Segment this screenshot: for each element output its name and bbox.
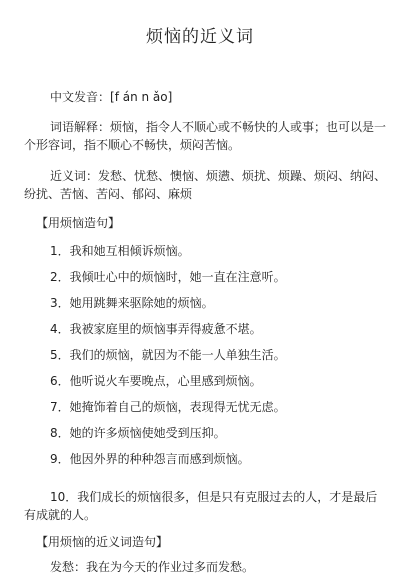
- sentence-10-line-2: 有成就的人。: [24, 508, 97, 522]
- sentence-number: 3: [50, 296, 58, 310]
- sentence-10-line-1: [50, 488, 377, 505]
- sentence-item: [50, 372, 262, 389]
- sentence-item: [50, 398, 286, 415]
- sentence-number: 10: [50, 490, 66, 504]
- sentence-text: ．我和她互相倾诉烦恼。: [57, 244, 190, 258]
- synonyms-line-1: 近义词：发愁、忧愁、懊恼、烦懑、烦扰、烦躁、烦闷、纳闷、: [50, 169, 387, 183]
- sentence-number: 1: [50, 244, 58, 258]
- sentence-text: ．他因外界的种种怨言而感到烦恼。: [57, 452, 250, 466]
- synonyms-line-2: 纷扰、苦恼、苦闷、郁闷、麻烦: [24, 187, 193, 201]
- sentence-number: 7: [50, 400, 58, 414]
- sentence-item: [50, 346, 286, 363]
- section-heading-synonym-sentences: 【用烦恼的近义词造句】: [36, 535, 169, 549]
- sentence-number: 9: [50, 452, 58, 466]
- sentence-text: ．她掩饰着自己的烦恼，表现得无忧无虑。: [57, 400, 286, 414]
- sentence-number: 2: [50, 270, 58, 284]
- sentence-number: 6: [50, 374, 58, 388]
- sentence-text: ．他听说火车要晚点，心里感到烦恼。: [57, 374, 262, 388]
- sentence-text: ．我们的烦恼，就因为不能一人单独生活。: [57, 348, 286, 362]
- sentence-text: ．她的许多烦恼使她受到压抑。: [57, 426, 226, 440]
- sentence-text: ．我被家庭里的烦恼事弄得疲惫不堪。: [57, 322, 262, 336]
- sentence-item: [50, 424, 226, 441]
- definition-line-2: 个形容词，指不顺心不畅快，烦闷苦恼。: [24, 138, 241, 152]
- sentence-text: ．她用跳舞来驱除她的烦恼。: [57, 296, 214, 310]
- sentence-number: 5: [50, 348, 58, 362]
- pronunciation-line: [50, 88, 172, 105]
- pronunciation-label: 中文发音：: [50, 90, 111, 104]
- definition-line-1: 词语解释：烦恼，指令人不顺心或不畅快的人或事；也可以是一: [50, 120, 387, 134]
- sentence-number: 8: [50, 426, 58, 440]
- sentence-item: [50, 242, 190, 259]
- sentence-item: [50, 320, 262, 337]
- synonym-example-sentence: 发愁：我在为今天的作业过多而发愁。: [50, 560, 255, 574]
- sentence-number: 4: [50, 322, 58, 336]
- sentence-item: [50, 294, 214, 311]
- sentence-item: [50, 268, 286, 285]
- section-heading-sentences: 【用烦恼造句】: [36, 216, 121, 230]
- sentence-text: ．我倾吐心中的烦恼时，她一直在注意听。: [57, 270, 286, 284]
- pronunciation-pinyin: [f án n ǎo]: [110, 90, 173, 104]
- page-title: 烦恼的近义词: [146, 27, 254, 47]
- sentence-text: ．我们成长的烦恼很多，但是只有克服过去的人，才是最后: [65, 490, 378, 504]
- sentence-item: [50, 450, 250, 467]
